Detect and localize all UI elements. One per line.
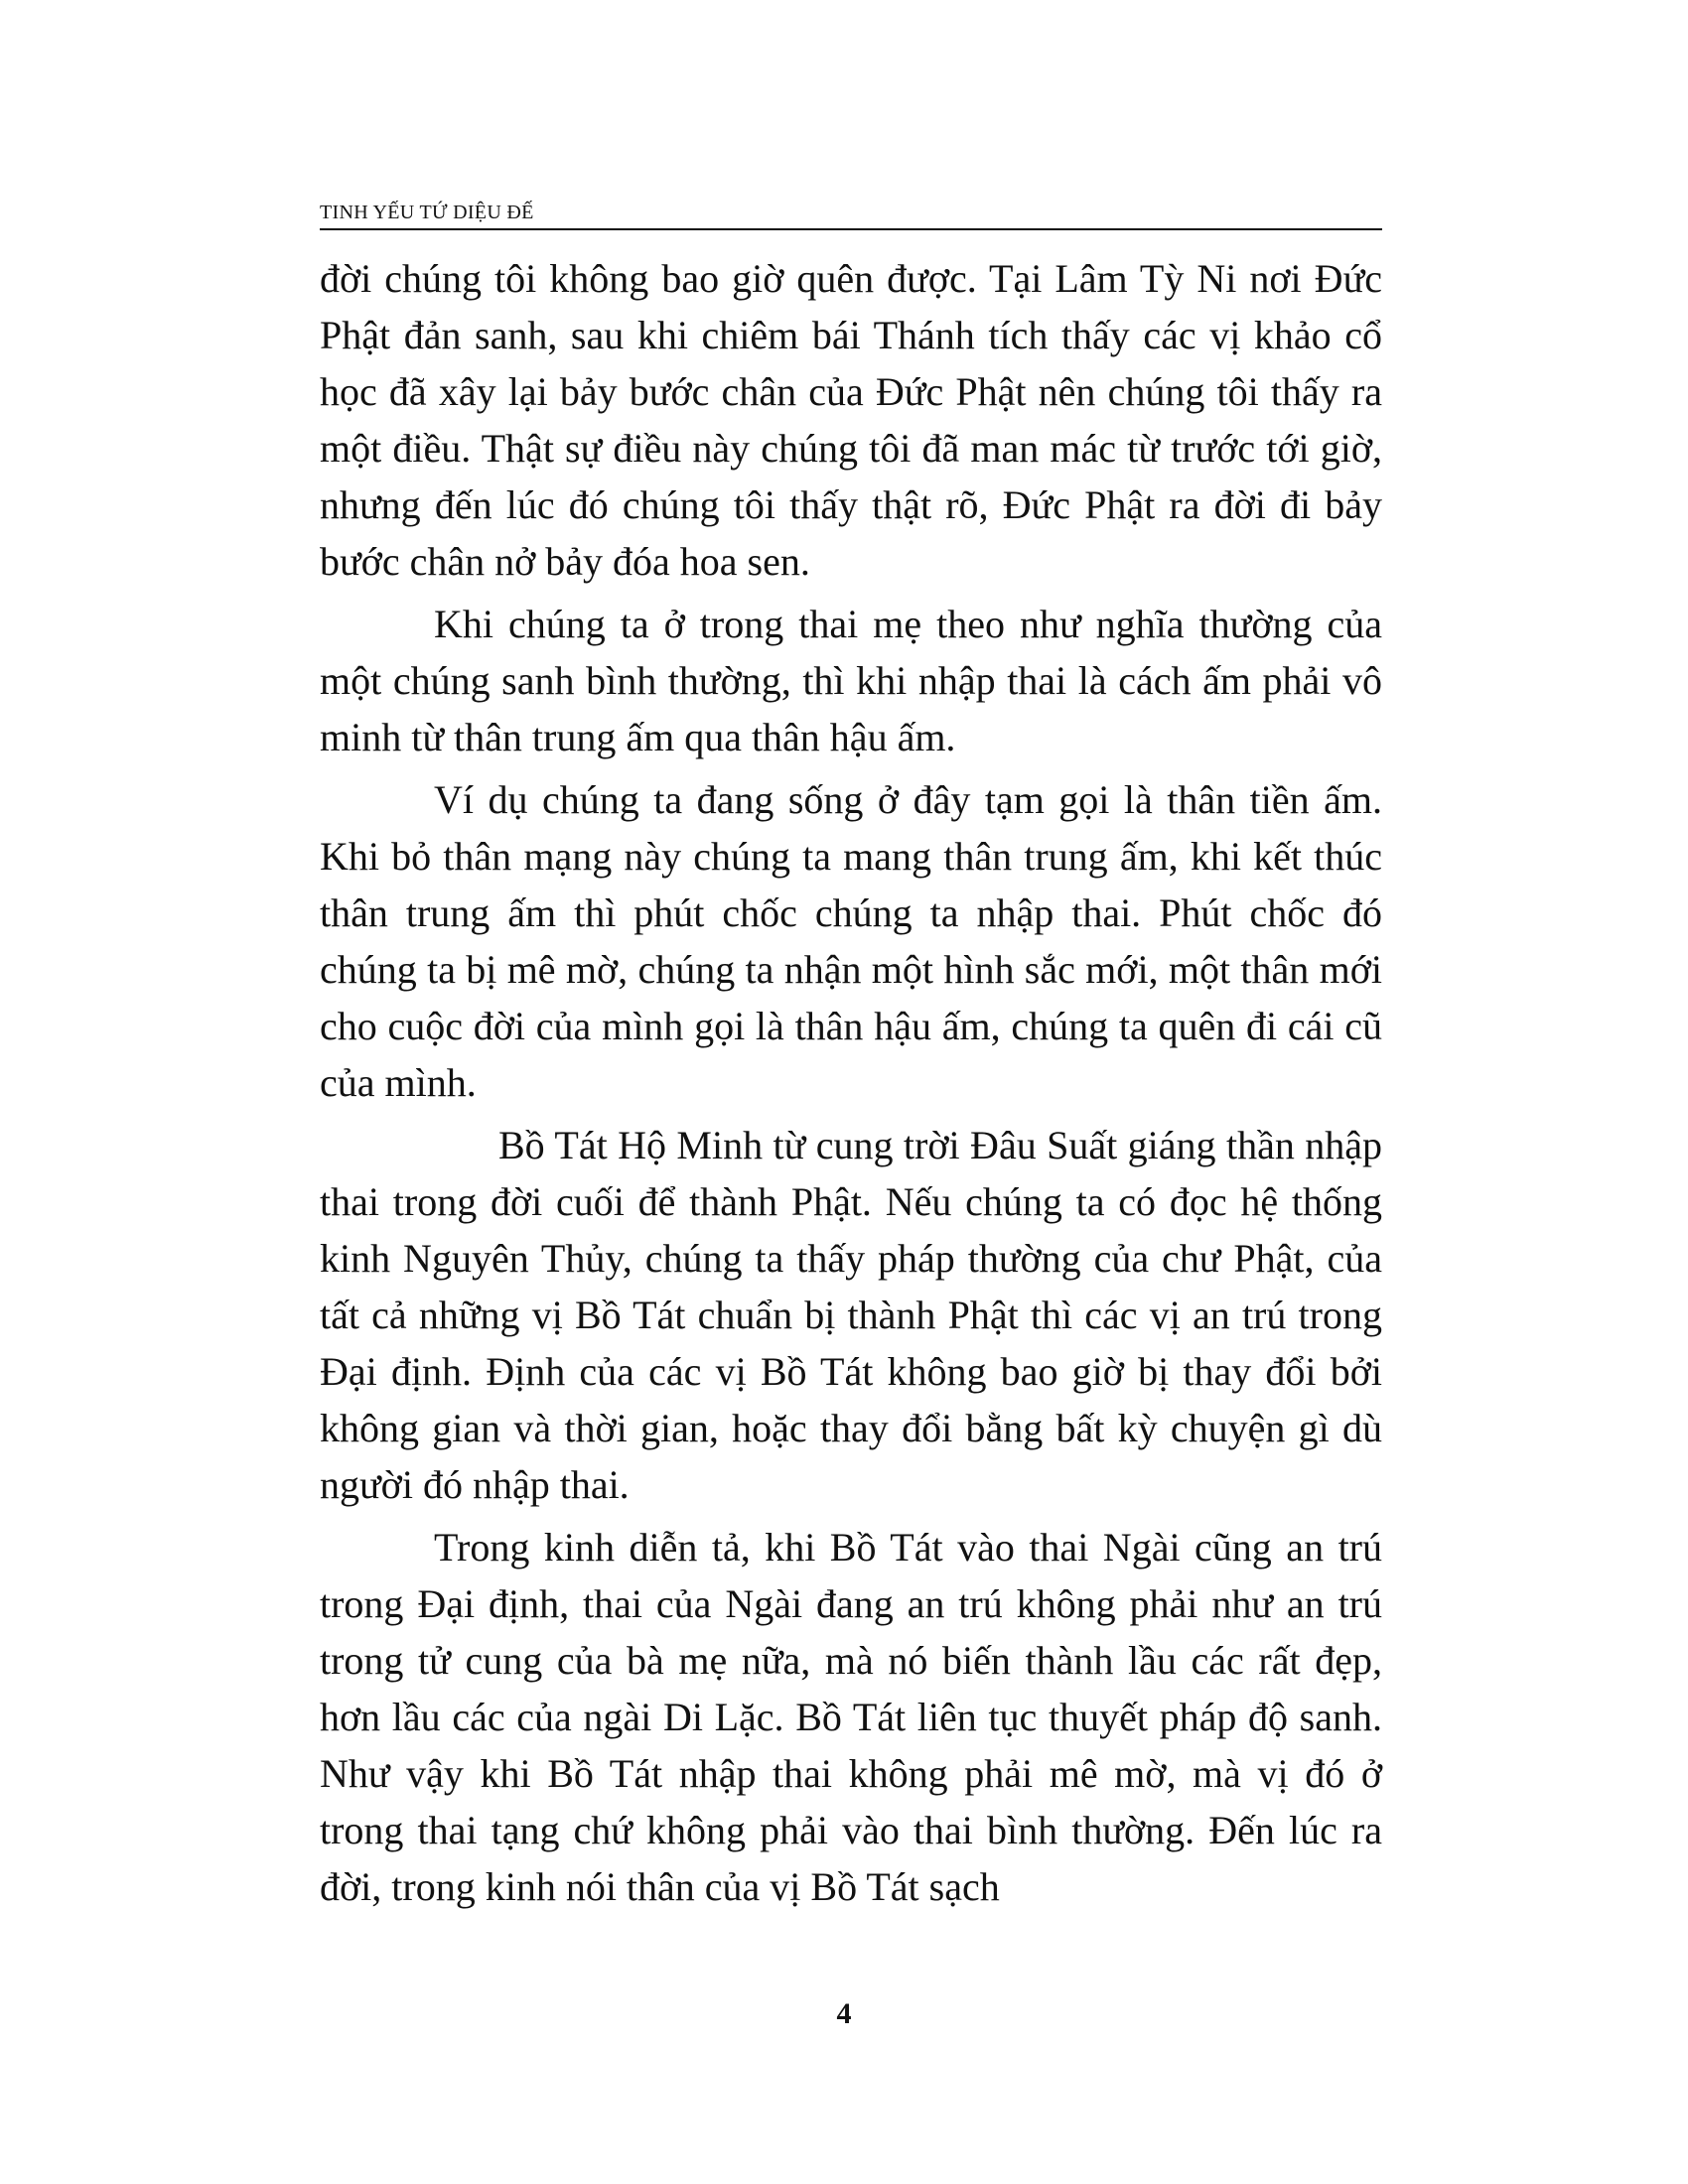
page-header [320,195,1382,230]
paragraph-3: Ví dụ chúng ta đang sống ở đây tạm gọi là thân tiền ấm. Khi bỏ thân mạng này chúng ta mang thân trung ấm, khi kết thúc thân trung ấm thì phút chốc chúng ta nhập thai. Phút chốc đó chúng ta bị mê mờ, chúng ta nhận một hình sắc mới, một thân mới cho cuộc đời của mình gọi là thân hậu ấm, chúng ta quên đi cái cũ của mình. [320,777,1382,1105]
paragraph-5: Trong kinh diễn tả, khi Bồ Tát vào thai Ngài cũng an trú trong Đại định, thai của Ngài đang an trú không phải như an trú trong tử cung của bà mẹ nữa, mà nó biến thành lầu các rất đẹp, hơn lầu các của ngài Di Lặc. Bồ Tát liên tục thuyết pháp độ sanh. Như vậy khi Bồ Tát nhập thai không phải mê mờ, mà vị đó ở trong thai tạng chứ không phải vào thai bình thường. Đến lúc ra đời, trong kinh nói thân của vị Bồ Tát sạch [320,1525,1382,1909]
running-title: TINH YẾU TỨ DIỆU ĐẾ [320,202,534,223]
page-number: 4 [836,1997,852,2030]
paragraph-1: đời chúng tôi không bao giờ quên được. Tại Lâm Tỳ Ni nơi Đức Phật đản sanh, sau khi chiêm bái Thánh tích thấy các vị khảo cổ học đã xây lại bảy bước chân của Đức Phật nên chúng tôi thấy ra một điều. Thật sự điều này chúng tôi đã man mác từ trước tới giờ, nhưng đến lúc đó chúng tôi thấy thật rõ, Đức Phật ra đời đi bảy bước chân nở bảy đóa hoa sen. [320,256,1382,584]
paragraph-2: Khi chúng ta ở trong thai mẹ theo như nghĩa thường của một chúng sanh bình thường, thì khi nhập thai là cách ấm phải vô minh từ thân trung ấm qua thân hậu ấm. [320,602,1382,759]
body-text [320,250,1382,1921]
paragraph-4: Bồ Tát Hộ Minh từ cung trời Đâu Suất giáng thần nhập thai trong đời cuối để thành Phật. Nếu chúng ta có đọc hệ thống kinh Nguyên Thủy, chúng ta thấy pháp thường của chư Phật, của tất cả những vị Bồ Tát chuẩn bị thành Phật thì các vị an trú trong Đại định. Định của các vị Bồ Tát không bao giờ bị thay đổi bởi không gian và thời gian, hoặc thay đổi bằng bất kỳ chuyện gì dù người đó nhập thai. [320,1123,1382,1507]
